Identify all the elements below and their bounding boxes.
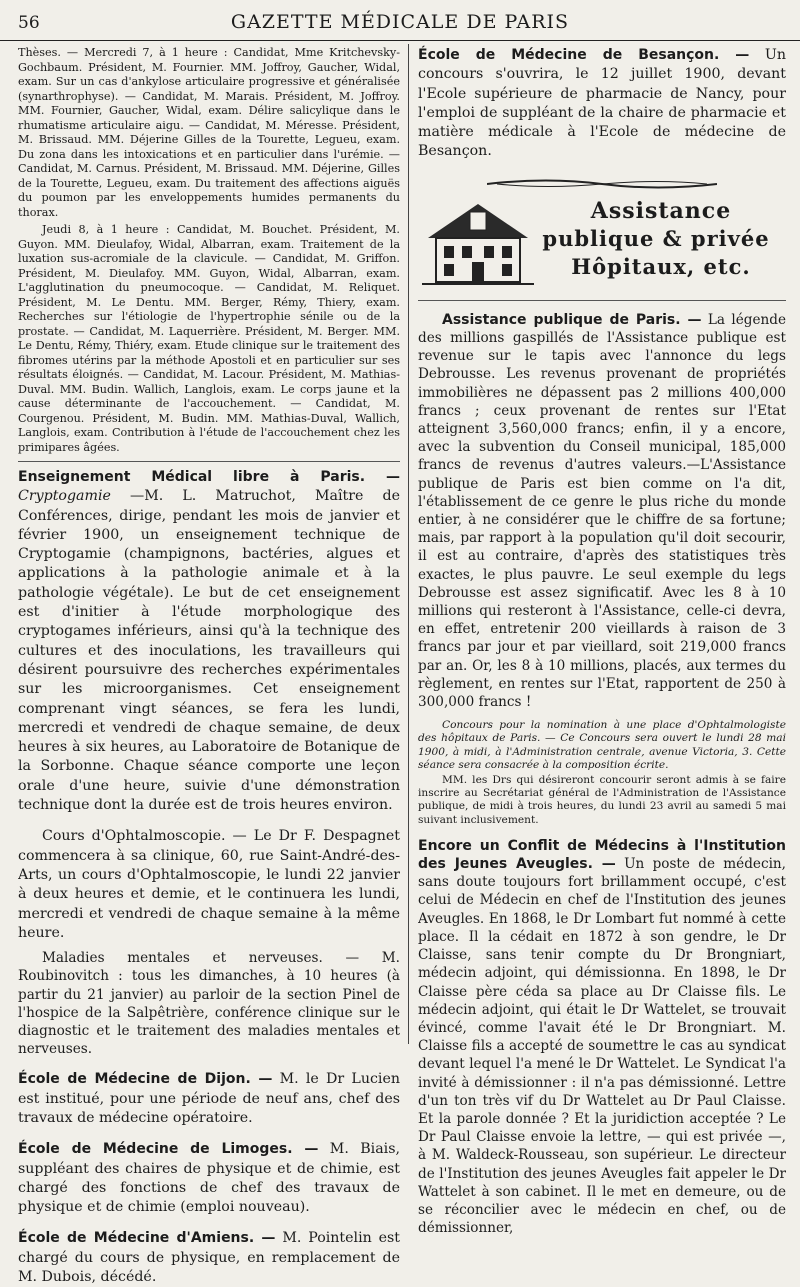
- conflit-title: Encore un Conflit de Médecins à l'Institution des Jeunes Aveugles. —: [418, 837, 786, 873]
- conflit-block: [418, 837, 786, 1237]
- dijon-block: [18, 1070, 400, 1128]
- amiens-title: École de Médecine d'Amiens. —: [18, 1230, 276, 1247]
- assistance-publique-title: Assistance publique de Paris. —: [442, 311, 702, 328]
- conflit-body: Un poste de médecin, sans doute toujours fort brillamment occupé, c'est celui de Médecin en chef de l'Institution des jeunes Aveugles. En 1868, le Dr Lombart fut nommé à cette place. Il la cédait en 1872 à son gendre, le Dr Claisse, sans tenir compte du Dr Brongniart, médecin adjoint, qui démissionna. En 1898, le Dr Claisse père céda sa place au Dr Claisse fils. Le médecin adjoint, qui était le Dr Wattelet, se trouvait évincé, comme l'avait été le Dr Brongniart. M. Claisse fils a accepté de soumettre le cas au syndicat devant lequel l'a mené le Dr Wattelet. Le Syndicat l'a invité à démissionner : il n'a pas démissionné. Lettre d'un ton très vif du Dr Wattelet au Dr Paul Claisse. Et la parole donnée ? Et la juridiction acceptée ? Le Dr Paul Claisse envoie la lettre, — qui est privée —, à M. Waldeck-Rousseau, son supérieur. Le directeur de l'Institution des jeunes Aveugles fait appeler le Dr Wattelet à son cabinet. Il le met en demeure, ou de se réconcilier avec le médecin en chef, ou de démissionner,: [418, 856, 786, 1237]
- right-column: [418, 44, 786, 1237]
- limoges-title: École de Médecine de Limoges. —: [18, 1141, 319, 1158]
- enseignement-block: [18, 468, 400, 815]
- column-divider: [408, 44, 409, 1044]
- theses-mercredi: Thèses. — Mercredi 7, à 1 heure : Candidat, Mme Kritchevsky-Gochbaum. Président, M. Fournier. MM. Joffroy, Gaucher, Widal, exam. Sur un cas d'ankylose articulaire progressive et généralisée (synarthrophyse). — Candidat, M. Marais. Président, M. Joffroy. MM. Fournier, Gaucher, Widal, exam. Délire salicylique dans le rhumatisme articulaire aigu. — Candidat, M. Méresse. Président, M. Brissaud. MM. Déjerine Gilles de la Tourette, Legueu, exam. Du zona dans les intoxications et en particulier dans l'urémie. — Candidat, M. Carnus. Président, M. Brissaud. MM. Déjerine, Gilles de la Tourette, Legueu, exam. Du traitement des affections aiguës du poumon par les enveloppements humides permanents du thorax.: [18, 46, 400, 219]
- maladies-mentales-note: Maladies mentales et nerveuses. — M. Roubinovitch : tous les dimanches, à 10 heures (à partir du 21 janvier) au parloir de la section Pinel de l'hospice de la Salpêtrière, conférence clinique sur le diagnostic et le traitement des maladies mentales et nerveuses.: [18, 950, 400, 1058]
- banner-line-2: publique & privée: [542, 225, 770, 251]
- hospital-building-icon: [418, 198, 538, 288]
- concours-note: Concours pour la nomination à une place d'Ophtalmologiste des hôpitaux de Paris. — Ce Concours sera ouvert le lundi 28 mai 1900, à midi, à l'Administration centrale, avenue Victoria, 3. Cette séance sera consacrée à la composition écrite.: [418, 719, 786, 771]
- section-rule: [18, 461, 400, 462]
- ornament-divider: [418, 176, 786, 190]
- banner-line-3: Hôpitaux, etc.: [571, 253, 751, 279]
- limoges-body: M. Biais, suppléant des chaires de physique et de chimie, est chargé des fonctions de chef des travaux de physique et de chimie (emploi nouveau).: [18, 1141, 400, 1216]
- besancon-title: École de Médecine de Besançon. —: [418, 47, 750, 63]
- dijon-body: M. le Dr Lucien est institué, pour une période de neuf ans, chef des travaux de médecine opératoire.: [18, 1071, 400, 1126]
- concours-inscription: MM. les Drs qui désireront concourir seront admis à se faire inscrire au Secrétariat général de l'Administration de l'Assistance publique, de midi à trois heures, du lundi 23 avril au samedi 5 mai suivant inclusivement.: [418, 774, 786, 826]
- section-rule: [418, 300, 786, 301]
- page-header: [0, 0, 800, 41]
- enseignement-title: Enseignement Médical libre à Paris. —: [18, 469, 400, 485]
- assistance-publique-block: [418, 311, 786, 711]
- assistance-banner: [418, 198, 786, 290]
- amiens-block: [18, 1229, 400, 1287]
- assistance-publique-body: La légende des millions gaspillés de l'Assistance publique est revenue sur le tapis avec l'annonce du legs Debrousse. Les revenus provenant de propriétés immobilières ne dépassent pas 2 millions 400,000 francs ; ceux provenant de rentes sur l'Etat atteignent 3,560,000 francs; enfin, il y a encore, avec la subvention du Conseil municipal, 185,000 francs de revenus d'autres valeurs.—L'Assistance publique de Paris est bien comme on l'a dit, l'établissement de ce genre le plus riche du monde entier, à ne considérer que le chiffre de sa fortune; mais, par rapport à la population qu'il doit secourir, il est au contraire, d'après des statistiques très exactes, le plus pauvre. Le seul exemple du legs Debrousse est assez significatif. Avec les 8 à 10 millions qui resteront à l'Assistance, celle-ci devra, en effet, entretenir 200 vieillards à raison de 3 francs par jour et par vieillard, soit 219,000 francs par an. Or, les 8 à 10 millions, placés, aux termes du règlement, en rentes sur l'Etat, rapportent de 250 à 300,000 francs !: [418, 311, 786, 711]
- dijon-title: École de Médecine de Dijon. —: [18, 1071, 273, 1088]
- banner-line-1: Assistance: [590, 197, 732, 224]
- besancon-block: [418, 46, 786, 162]
- left-column: [18, 44, 400, 1287]
- ornament-icon: [487, 177, 717, 191]
- theses-jeudi: Jeudi 8, à 1 heure : Candidat, M. Bouchet. Président, M. Guyon. MM. Dieulafoy, Widal, Albarran, exam. Traitement de la luxation sus-acromiale de la clavicule. — Candidat, M. Griffon. Président, M. Dieulafoy. MM. Guyon, Widal, Albarran, exam. L'agglutination du pneumocoque. — Candidat, M. Reliquet. Président, M. Le Dentu. MM. Berger, Rémy, Thiery, exam. Recherches sur l'étiologie de l'hypertrophie sénile ou de la prostate. — Candidat, M. Laquerrière. Président, M. Berger. MM. Le Dentu, Rémy, Thiéry, exam. Etude clinique sur le traitement des fibromes utérins par la méthode Apostoli et en particulier sur ses résultats éloignés. — Candidat, M. Lacour. Président, M. Mathias-Duval. MM. Budin. Wallich, Langlois, exam. Le corps jaune et la cause déterminante de l'accouchement. — Candidat, M. Courgenou. Président, M. Budin. MM. Mathias-Duval, Wallich, Langlois, exam. Contribution à l'étude de l'accouchement chez les primipares âgées.: [18, 223, 400, 454]
- journal-title: GAZETTE MÉDICALE DE PARIS: [230, 11, 570, 33]
- enseignement-subject: Cryptogamie: [18, 488, 111, 505]
- ophtalmoscopie-note: Cours d'Ophtalmoscopie. — Le Dr F. Despagnet commencera à sa clinique, 60, rue Saint-André-des-Arts, un cours d'Ophtalmoscopie, le lundi 22 janvier à deux heures et demie, et le continuera les lundi, mercredi et vendredi de chaque semaine à la même heure.: [18, 828, 400, 941]
- besancon-body: Un concours s'ouvrira, le 12 juillet 1900, devant l'Ecole supérieure de pharmacie de Nancy, pour l'emploi de suppléant de la chaire de pharmacie et matière médicale à l'Ecole de médecine de Besançon.: [418, 47, 786, 160]
- limoges-block: [18, 1140, 400, 1217]
- page-number: 56: [18, 13, 40, 33]
- enseignement-body: —M. L. Matruchot, Maître de Conférences, dirige, pendant les mois de janvier et février 1900, un enseignement technique de Cryptogamie (champignons, bactéries, algues et applications à la pathologie animale et à la pathologie végétale). Le but de cet enseignement est d'initier à l'étude morphologique des cryptogames inférieurs, ainsi qu'à la technique des cultures et des inoculations, les travailleurs qui désirent poursuivre des recherches expérimentales sur les microorganismes. Cet enseignement comprenant vingt séances, se fera les lundi, mercredi et vendredi de chaque semaine, de deux heures à six heures, au Laboratoire de Botanique de la Sorbonne. Chaque séance comporte une leçon orale d'une heure, suivie d'une démonstration technique dont la durée est de trois heures environ.: [18, 488, 400, 814]
- amiens-body: M. Pointelin est chargé du cours de physique, en remplacement de M. Dubois, décédé.: [18, 1230, 400, 1286]
